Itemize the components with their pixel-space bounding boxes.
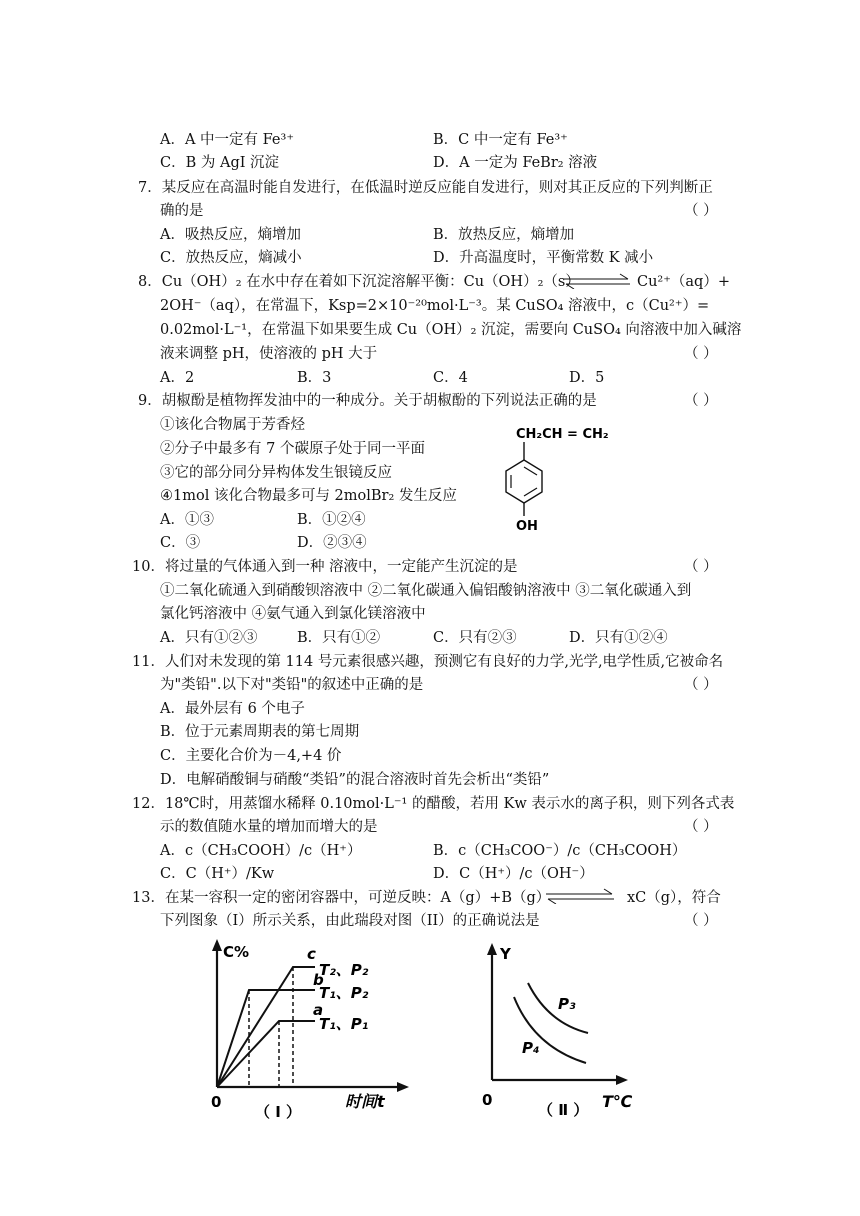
q9-option-d: D．②③④ xyxy=(297,535,367,551)
q6-option-b: B．C 中一定有 Fe³⁺ xyxy=(433,132,568,148)
q8-option-c: C．4 xyxy=(433,370,468,386)
q6-option-a: A．A 中一定有 Fe³⁺ xyxy=(160,132,294,148)
figure-2-y-axis-label: Y xyxy=(500,945,511,963)
figure-1-curve-b-label: b xyxy=(313,971,324,989)
figure-2-y-temperature xyxy=(470,935,660,1125)
q12-answer-bracket: （ ） xyxy=(684,819,718,835)
q11-answer-bracket: （ ） xyxy=(684,677,718,693)
q7-option-c: C．放热反应，熵减小 xyxy=(160,250,302,266)
q11-option-c: C．主要化合价为－4,+4 价 xyxy=(160,748,342,764)
q7-stem-line1: 7．某反应在高温时能自发进行，在低温时逆反应能自发进行，则对其正反应的下列判断正 xyxy=(138,180,713,196)
figure-1-concentration-time xyxy=(195,935,435,1125)
q13-stem-line2: 下列图象（I）所示关系，由此瑞段对图（II）的正确说法是 xyxy=(160,913,540,929)
chavicol-structure xyxy=(490,420,630,535)
figure-1-condition-a: T₁、P₁ xyxy=(319,1015,369,1033)
q9-statement-4: ④1mol 该化合物最多可与 2molBr₂ 发生反应 xyxy=(160,488,457,504)
figure-2-p4-label: P₄ xyxy=(522,1039,540,1057)
figure-2-x-axis-label: T℃ xyxy=(602,1092,633,1111)
q9-option-b: B．①②④ xyxy=(297,512,366,528)
figure-1-origin: 0 xyxy=(211,1093,222,1111)
q7-option-d: D．升高温度时，平衡常数 K 减小 xyxy=(433,250,654,266)
q7-option-a: A．吸热反应，熵增加 xyxy=(160,227,301,243)
q11-option-a: A．最外层有 6 个电子 xyxy=(160,701,305,717)
q13-answer-bracket: （ ） xyxy=(684,913,718,929)
q8-option-d: D．5 xyxy=(569,370,605,386)
q6-option-c: C．B 为 AgI 沉淀 xyxy=(160,155,280,171)
figure-1-x-axis-label: 时间t xyxy=(345,1092,385,1111)
q12-stem-line2: 示的数值随水量的增加而增大的是 xyxy=(160,819,378,835)
q9-stem: 9．胡椒酚是植物挥发油中的一种成分。关于胡椒酚的下列说法正确的是 xyxy=(138,393,597,409)
figure-1-condition-c: T₂、P₂ xyxy=(319,961,369,979)
figure-1-condition-b: T₁、P₂ xyxy=(319,984,369,1002)
q9-answer-bracket: （ ） xyxy=(684,393,718,409)
q8-stem-line1: 8．Cu（OH）₂ 在水中存在着如下沉淀溶解平衡：Cu（OH）₂（s） xyxy=(138,274,580,290)
q6-option-d: D．A 一定为 FeBr₂ 溶液 xyxy=(433,155,598,171)
q10-option-b: B．只有①② xyxy=(297,630,381,646)
q9-option-c: C．③ xyxy=(160,535,201,551)
q10-stem-line2: ①二氧化硫通入到硝酸钡溶液中 ②二氧化碳通入偏铝酸钠溶液中 ③二氧化碳通入到 xyxy=(160,583,692,599)
figure-2-origin: 0 xyxy=(482,1091,493,1109)
equilibrium-arrow-icon xyxy=(544,888,616,904)
q12-option-d: D．C（H⁺）/c（OH⁻） xyxy=(433,866,594,882)
q11-option-d: D．电解硝酸铜与硝酸“类铅”的混合溶液时首先会析出“类铅” xyxy=(160,772,550,788)
structure-hydroxyl-label: OH xyxy=(516,519,538,534)
q8-stem-line4: 液来调整 pH，使溶液的 pH 大于 xyxy=(160,346,378,362)
q9-statement-1: ①该化合物属于芳香烃 xyxy=(160,417,305,433)
q8-stem-line3: 0.02mol·L⁻¹，在常温下如果要生成 Cu（OH）₂ 沉淀，需要向 CuSO₄ 向溶液中加入碱溶 xyxy=(160,322,742,338)
figure-1-curve-c-label: c xyxy=(307,945,316,963)
figure-1-caption: （ Ⅰ ） xyxy=(255,1103,302,1121)
q8-option-a: A．2 xyxy=(160,370,195,386)
q7-stem-line2: 确的是 xyxy=(160,203,204,219)
q8-answer-bracket: （ ） xyxy=(684,346,718,362)
q12-option-b: B．c（CH₃COO⁻）/c（CH₃COOH） xyxy=(433,843,687,859)
q10-stem-line3: 氯化钙溶液中 ④氨气通入到氯化镁溶液中 xyxy=(160,606,426,622)
q11-option-b: B．位于元素周期表的第七周期 xyxy=(160,724,360,740)
structure-side-chain-label: CH₂CH = CH₂ xyxy=(516,427,609,442)
q9-option-a: A．①③ xyxy=(160,512,214,528)
q13-stem-line1-b: xC（g），符合 xyxy=(627,890,721,906)
q9-statement-3: ③它的部分同分异构体发生银镜反应 xyxy=(160,465,392,481)
q10-stem-line1: 10．将过量的气体通入到一种 溶液中，一定能产生沉淀的是 xyxy=(132,559,518,575)
q11-stem-line2: 为"类铅".以下对"类铅"的叙述中正确的是 xyxy=(160,677,424,693)
figure-1-y-axis-label: C% xyxy=(223,943,250,961)
q8-option-b: B．3 xyxy=(297,370,332,386)
q11-stem-line1: 11．人们对未发现的第 114 号元素很感兴趣，预测它有良好的力学,光学,电学性质,它被命名 xyxy=(132,654,724,670)
q9-statement-2: ②分子中最多有 7 个碳原子处于同一平面 xyxy=(160,441,425,457)
figure-2-caption: （ Ⅱ ） xyxy=(538,1101,589,1119)
q7-answer-bracket: （ ） xyxy=(684,203,718,219)
figure-1-curve-a-label: a xyxy=(313,1001,324,1019)
q13-stem-line1: 13．在某一容积一定的密闭容器中，可逆反映：A（g）+B（g） xyxy=(132,890,551,906)
q12-option-c: C．C（H⁺）/Kw xyxy=(160,866,275,882)
q10-option-c: C．只有②③ xyxy=(433,630,517,646)
equilibrium-arrow-icon xyxy=(562,273,632,289)
q10-option-a: A．只有①②③ xyxy=(160,630,258,646)
q8-stem-line2: 2OH⁻（aq），在常温下，Ksp=2×10⁻²⁰mol·L⁻³。某 CuSO₄ 溶液中，c（Cu²⁺）= xyxy=(160,298,710,314)
q10-answer-bracket: （ ） xyxy=(684,559,718,575)
q12-stem-line1: 12．18℃时，用蒸馏水稀释 0.10mol·L⁻¹ 的醋酸，若用 Kw 表示水的离子积，则下列各式表 xyxy=(132,796,735,812)
q8-stem-line1-b: Cu²⁺（aq）+ xyxy=(637,274,730,290)
q10-option-d: D．只有①②④ xyxy=(569,630,668,646)
figure-2-p3-label: P₃ xyxy=(558,995,576,1013)
q12-option-a: A．c（CH₃COOH）/c（H⁺） xyxy=(160,843,362,859)
q7-option-b: B．放热反应，熵增加 xyxy=(433,227,575,243)
